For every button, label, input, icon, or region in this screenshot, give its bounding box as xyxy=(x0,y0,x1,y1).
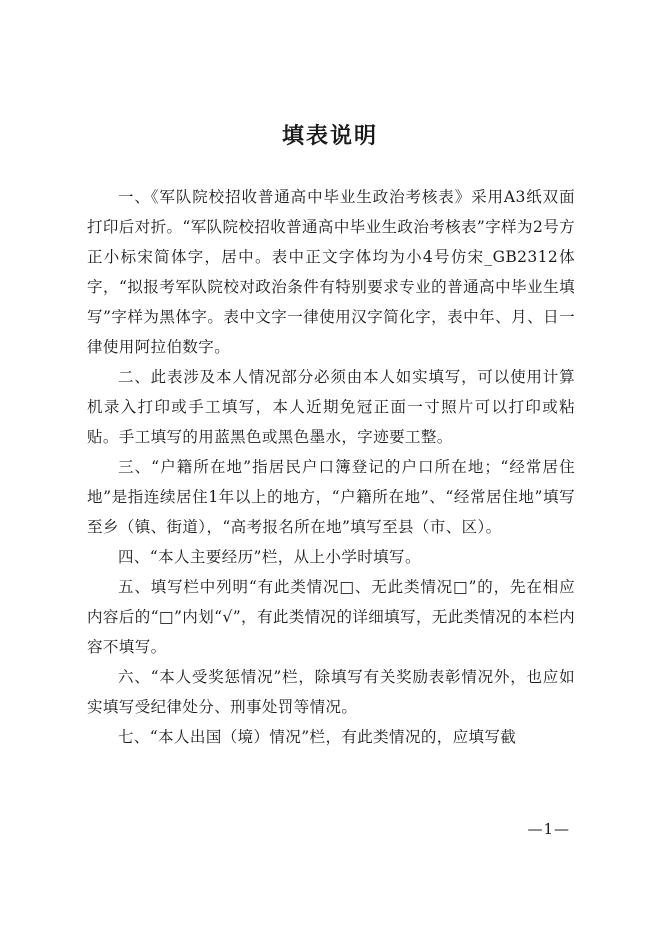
instruction-paragraph-5: 五、填写栏中列明“有此类情况□、无此类情况□”的，先在相应内容后的“□”内划“√”，有此类情况的详细填写，无此类情况的本栏内容不填写。 xyxy=(87,578,575,656)
instructions-body xyxy=(87,182,575,752)
document-title: 填表说明 xyxy=(281,124,378,149)
instruction-paragraph-6: 六、“本人受奖惩情况”栏，除填写有关奖励表彰情况外，也应如实填写受纪律处分、刑事处罚等情况。 xyxy=(87,668,575,716)
instruction-paragraph-2: 二、此表涉及本人情况部分必须由本人如实填写，可以使用计算机录入打印或手工填写，本人近期免冠正面一寸照片可以打印或粘贴。手工填写的用蓝黑色或黑色墨水，字迹要工整。 xyxy=(87,368,575,446)
instruction-paragraph-1: 一、《军队院校招收普通高中毕业生政治考核表》采用A3纸双面打印后对折。“军队院校招收普通高中毕业生政治考核表”字样为2号方正小标宋简体字，居中。表中正文字体均为小4号仿宋_GB2312体字，“拟报考军队院校对政治条件有特别要求专业的普通高中毕业生填写”字样为黑体字。表中文字一律使用汉字简化字，表中年、月、日一律使用阿拉伯数字。 xyxy=(87,188,576,356)
instruction-paragraph-4: 四、“本人主要经历”栏，从上小学时填写。 xyxy=(118,548,421,566)
instruction-paragraph-7: 七、“本人出国（境）情况”栏，有此类情况的，应填写截 xyxy=(118,728,517,746)
instruction-paragraph-3: 三、“户籍所在地”指居民户口簿登记的户口所在地；“经常居住地”是指连续居住1年以上的地方，“户籍所在地”、“经常居住地”填写至乡（镇、街道），“高考报名所在地”填写至县（市、区）。 xyxy=(87,458,575,536)
page-number: —1— xyxy=(527,820,570,838)
